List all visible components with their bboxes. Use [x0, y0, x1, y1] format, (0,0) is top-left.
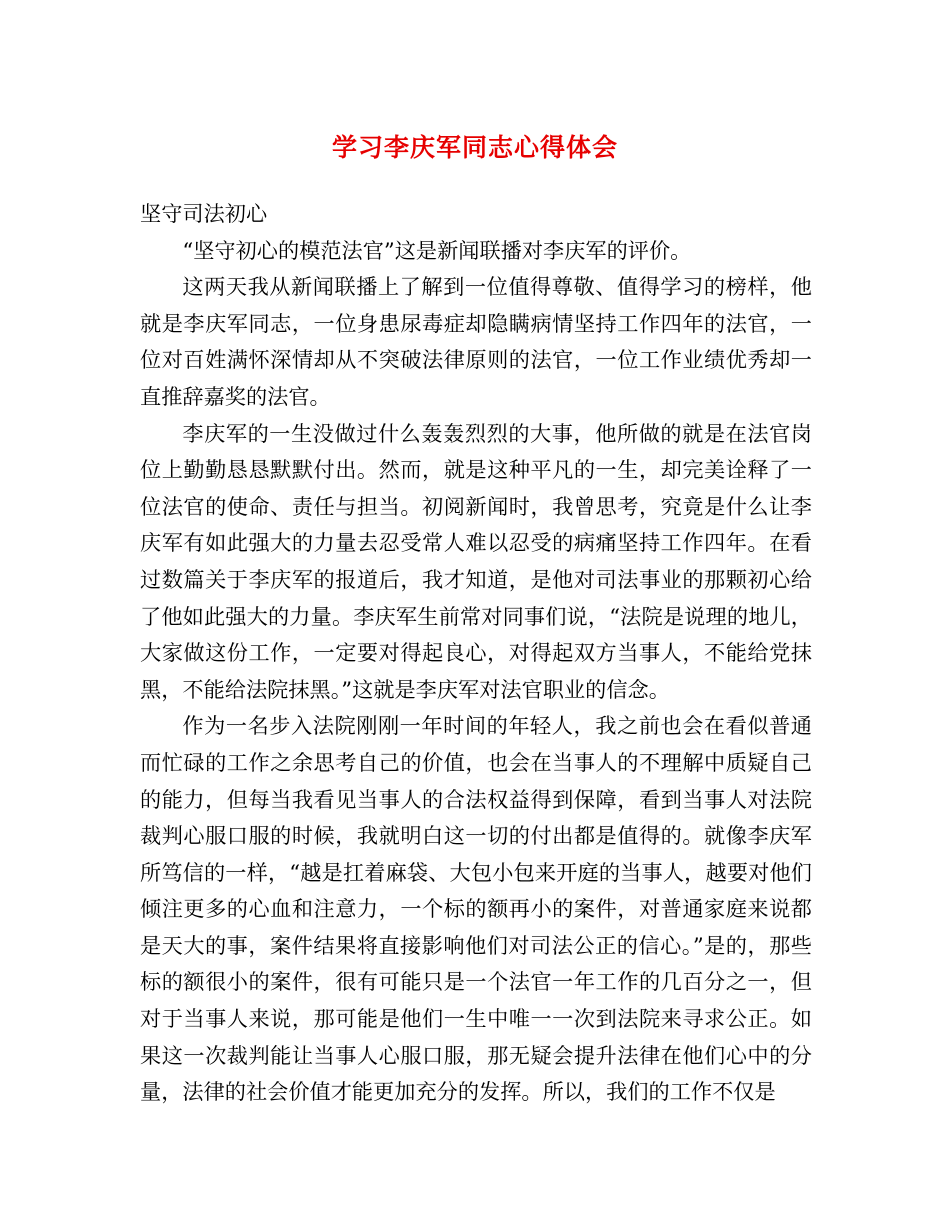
paragraph-2: 这两天我从新闻联播上了解到一位值得尊敬、值得学习的榜样，他就是李庆军同志，一位身患尿毒症却隐瞒病情坚持工作四年的法官，一位对百姓满怀深情却从不突破法律原则的法官，一位工作业绩优秀却一直推辞嘉奖的法官。	[140, 274, 812, 409]
document-body	[140, 196, 812, 1111]
paragraph-3: 李庆军的一生没做过什么轰轰烈烈的大事，他所做的就是在法官岗位上勤勤恳恳默默付出。然而，就是这种平凡的一生，却完美诠释了一位法官的使命、责任与担当。初阅新闻时，我曾思考，究竟是什么让李庆军有如此强大的力量去忍受常人难以忍受的病痛坚持工作四年。在看过数篇关于李庆军的报道后，我才知道，是他对司法事业的那颗初心给了他如此强大的力量。李庆军生前常对同事们说，“法院是说理的地儿，大家做这份工作，一定要对得起良心，对得起双方当事人，不能给党抹黑，不能给法院抹黑。”这就是李庆军对法官职业的信念。	[140, 420, 812, 702]
paragraph-4: 作为一名步入法院刚刚一年时间的年轻人，我之前也会在看似普通而忙碌的工作之余思考自己的价值，也会在当事人的不理解中质疑自己的能力，但每当我看见当事人的合法权益得到保障，看到当事人对法院裁判心服口服的时候，我就明白这一切的付出都是值得的。就像李庆军所笃信的一样，“越是扛着麻袋、大包小包来开庭的当事人，越要对他们倾注更多的心血和注意力，一个标的额再小的案件，对普通家庭来说都是天大的事，案件结果将直接影响他们对司法公正的信心。”是的，那些标的额很小的案件，很有可能只是一个法官一年工作的几百分之一，但对于当事人来说，那可能是他们一生中唯一一次到法院来寻求公正。如果这一次裁判能让当事人心服口服，那无疑会提升法律在他们心中的分量，法律的社会价值才能更加充分的发挥。所以，我们的工作不仅是	[140, 713, 812, 1105]
paragraph-1: “坚守初心的模范法官”这是新闻联播对李庆军的评价。	[182, 237, 692, 263]
document-title: 学习李庆军同志心得体会	[331, 133, 618, 162]
section-heading: 坚守司法初心	[140, 201, 268, 226]
